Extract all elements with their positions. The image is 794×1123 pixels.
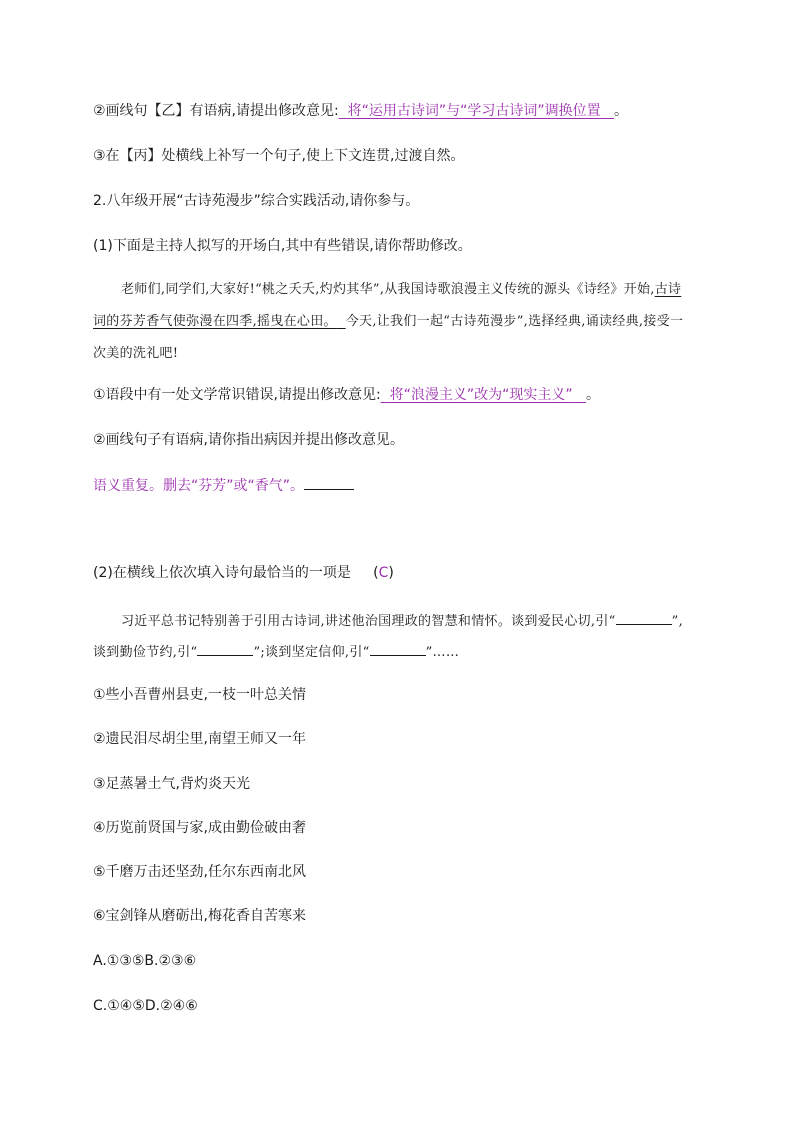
- option-4: ④历览前贤国与家,成由勤俭破由奢: [93, 820, 307, 836]
- option-2: ②遗民泪尽胡尘里,南望王师又一年: [93, 731, 307, 747]
- q2-item1: ①语段中有一处文学常识错误,请提出修改意见: 将“浪漫主义”改为“现实主义” 。: [93, 387, 600, 403]
- part2-answer: (C): [373, 565, 394, 581]
- option-5: ⑤千磨万击还坚劲,任尔东西南北风: [93, 864, 307, 880]
- passage2-line-1: 习近平总书记特别善于引用古诗词,讲述他治国理政的智慧和情怀。谈到爱民心切,引“ ”,: [121, 610, 683, 632]
- q2-part2-title: (2)在横线上依次填入诗句最恰当的一项是 (C): [93, 565, 394, 581]
- fill-blank-1: [616, 610, 672, 625]
- q2-title: 2.八年级开展“古诗苑漫步”综合实践活动,请你参与。: [93, 193, 420, 209]
- q1-item2-suffix: 。: [614, 103, 628, 119]
- q2-item1-answer: 将“浪漫主义”改为“现实主义”: [389, 387, 573, 403]
- q1-item2-prefix: ②画线句【乙】有语病,请提出修改意见:: [93, 103, 339, 119]
- q1-item2-answer: 将“运用古诗词”与“学习古诗词”调换位置: [347, 103, 601, 119]
- fill-blank-3: [370, 641, 426, 656]
- choices-cd: C.①④⑤D.②④⑥: [93, 998, 198, 1014]
- passage-line-1: 老师们,同学们,大家好!“桃之夭夭,灼灼其华”,从我国诗歌浪漫主义传统的源头《诗经》开始,古诗: [121, 282, 682, 297]
- option-1: ①些小吾曹州县吏,一枝一叶总关情: [93, 687, 307, 703]
- q2-part1-title: (1)下面是主持人拟写的开场白,其中有些错误,请你帮助修改。: [93, 238, 472, 254]
- option-3: ③足蒸暑土气,背灼炎天光: [93, 776, 251, 792]
- passage2-line-2: 谈到勤俭节约,引“ ”;谈到坚定信仰,引“ ”……: [93, 641, 459, 663]
- fill-blank-2: [197, 641, 253, 656]
- underlined-sentence: 古诗: [654, 282, 682, 297]
- passage-line-2: 词的芬芳香气使弥漫在四季,摇曳在心田。 今天,让我们一起“古诗苑漫步”,选择经典,诵读经典,接受一: [93, 314, 684, 329]
- underlined-sentence-cont: 词的芬芳香气使弥漫在四季,摇曳在心田。: [93, 314, 337, 329]
- q2-item2: ②画线句子有语病,请你指出病因并提出修改意见。: [93, 432, 404, 448]
- option-6: ⑥宝剑锋从磨砺出,梅花香自苦寒来: [93, 908, 307, 924]
- q2-item2-answer: 语义重复。删去“芬芳”或“香气”。: [93, 475, 354, 496]
- q1-item3: ③在【丙】处横线上补写一个句子,使上下文连贯,过渡自然。: [93, 148, 465, 164]
- passage-line-3: 次美的洗礼吧!: [93, 346, 179, 361]
- choices-ab: A.①③⑤B.②③⑥: [93, 953, 197, 969]
- q1-item2: [93, 101, 628, 121]
